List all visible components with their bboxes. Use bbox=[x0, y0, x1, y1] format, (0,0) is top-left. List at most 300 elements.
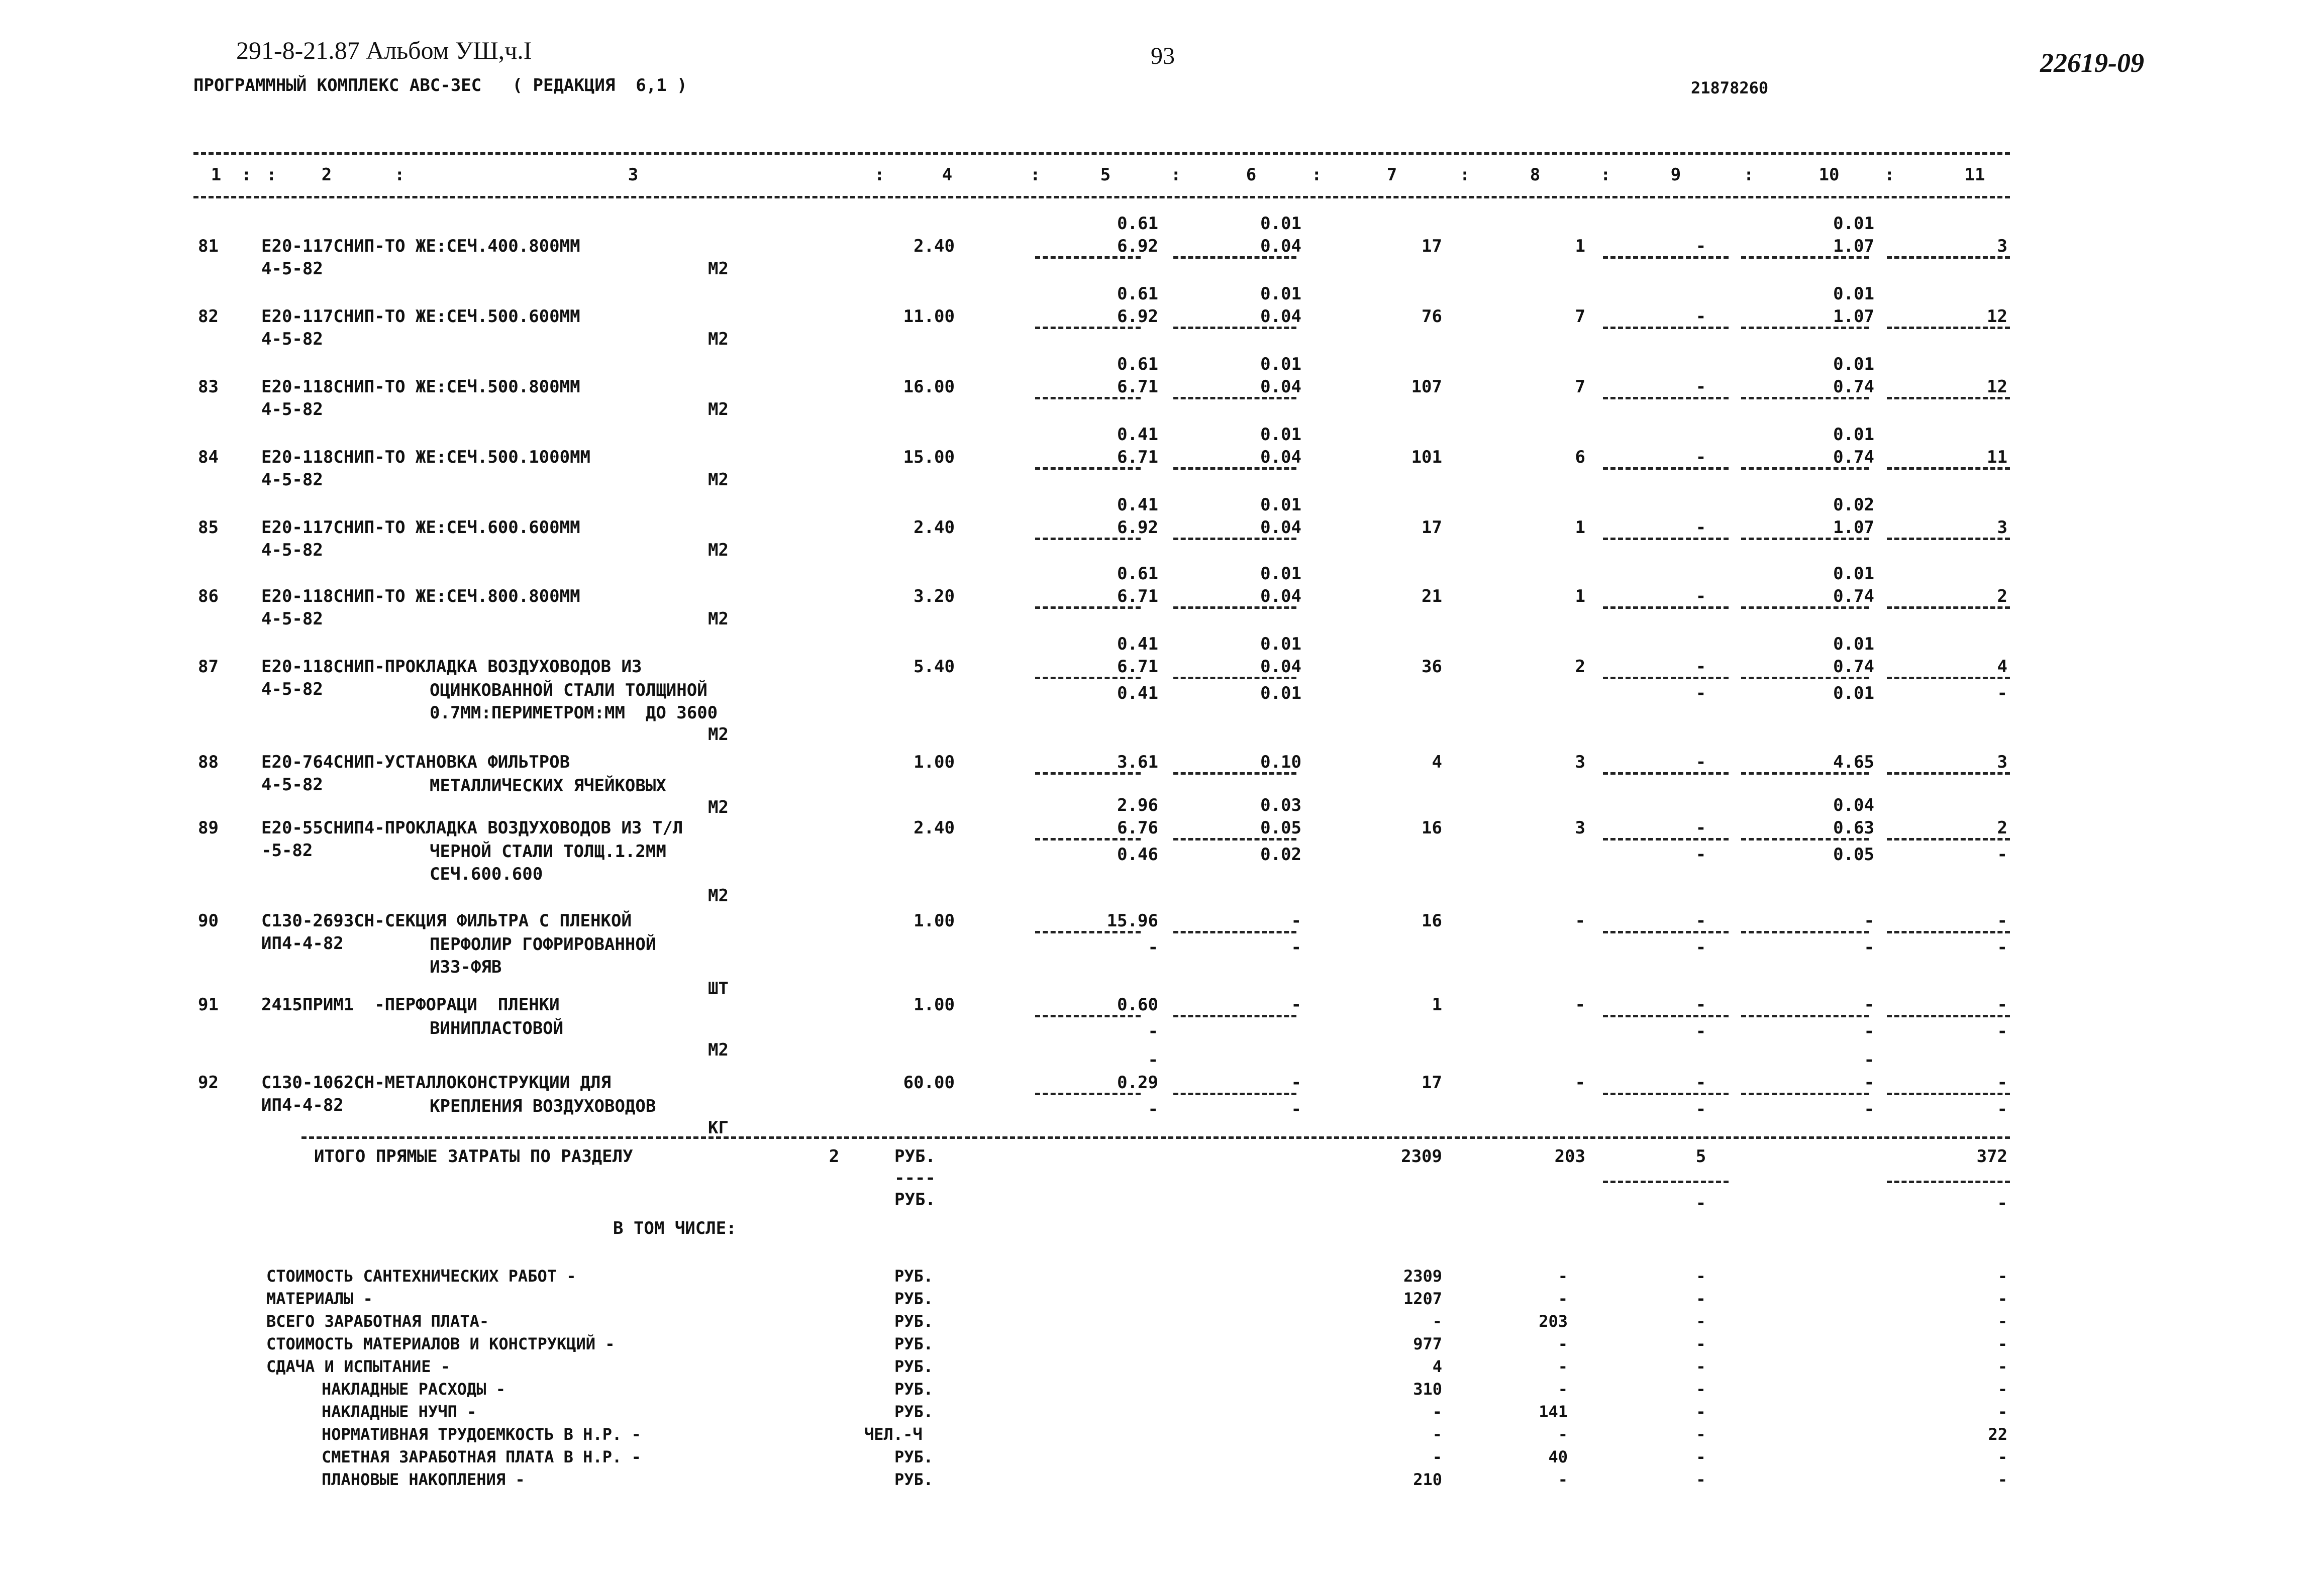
row-col8: 7 bbox=[1575, 377, 1585, 397]
row-col8: 2 bbox=[1575, 657, 1585, 677]
row-col9: - bbox=[1695, 818, 1706, 838]
row-col5: 6.71 bbox=[1117, 447, 1158, 467]
summary-unit: РУБ. bbox=[894, 1334, 934, 1353]
sub-rule bbox=[1741, 606, 1869, 609]
sub-rule bbox=[1741, 467, 1869, 470]
program-title: ПРОГРАММНЫЙ КОМПЛЕКС АВС-ЗЕС ( РЕДАКЦИЯ 6,1 ) bbox=[193, 75, 687, 95]
row-col8: - bbox=[1575, 995, 1585, 1015]
row-col10-sub: - bbox=[1864, 1021, 1874, 1041]
row-col6-sub: 0.02 bbox=[1260, 845, 1301, 865]
summary-label: НОРМАТИВНАЯ ТРУДОЕМКОСТЬ В Н.Р. - bbox=[322, 1425, 641, 1444]
sub-rule bbox=[1173, 838, 1296, 840]
summary-label: СТОИМОСТЬ МАТЕРИАЛОВ И КОНСТРУКЦИЙ - bbox=[266, 1334, 615, 1353]
row-col11: 3 bbox=[1997, 517, 2007, 538]
total-sub-rule bbox=[1603, 1181, 1729, 1183]
summary-col9: - bbox=[1696, 1447, 1706, 1466]
sub-rule bbox=[1173, 1015, 1296, 1017]
row-code: 4-5-82 bbox=[261, 470, 323, 490]
row-col9: - bbox=[1695, 377, 1706, 397]
sub-rule bbox=[1173, 397, 1296, 399]
sub-rule bbox=[1887, 606, 2010, 609]
row-col6-sub: - bbox=[1291, 937, 1301, 958]
column-number-9: 9 bbox=[1670, 165, 1681, 185]
row-col11-sub: - bbox=[1997, 683, 2007, 703]
row-col5: 6.71 bbox=[1117, 586, 1158, 606]
summary-col8: - bbox=[1558, 1267, 1568, 1286]
row-col8: 7 bbox=[1575, 306, 1585, 327]
summary-col9: - bbox=[1696, 1312, 1706, 1331]
summary-label: ВСЕГО ЗАРАБОТНАЯ ПЛАТА- bbox=[266, 1312, 489, 1331]
sub-rule bbox=[1603, 1093, 1729, 1095]
total-col8: 203 bbox=[1554, 1146, 1585, 1167]
sub-rule bbox=[1887, 838, 2010, 840]
row-col5-upper: 0.61 bbox=[1117, 564, 1158, 584]
summary-label: ПЛАНОВЫЕ НАКОПЛЕНИЯ - bbox=[322, 1470, 525, 1489]
sub-rule bbox=[1741, 772, 1869, 775]
row-code: 4-5-82 bbox=[261, 609, 323, 629]
row-col8: 1 bbox=[1575, 517, 1585, 538]
row-col10-upper: - bbox=[1864, 1050, 1874, 1070]
column-number-4: 4 bbox=[942, 165, 953, 185]
row-unit: ШТ bbox=[708, 979, 729, 999]
row-unit: М2 bbox=[708, 609, 729, 629]
summary-col11: - bbox=[1997, 1289, 2007, 1308]
sub-rule bbox=[1035, 327, 1141, 329]
row-col7: 17 bbox=[1422, 1073, 1442, 1093]
sub-rule bbox=[1173, 606, 1296, 609]
row-name: Е20-117СНИП-ТО ЖЕ:СЕЧ.600.600ММ bbox=[261, 517, 580, 538]
row-number: 91 bbox=[198, 995, 219, 1015]
summary-label: НАКЛАДНЫЕ РАСХОДЫ - bbox=[322, 1380, 506, 1399]
row-code: ИП4-4-82 bbox=[261, 933, 344, 954]
row-number: 84 bbox=[198, 447, 219, 467]
summary-unit: РУБ. bbox=[894, 1312, 934, 1331]
summary-col8: - bbox=[1558, 1334, 1568, 1353]
row-col8: - bbox=[1575, 1073, 1585, 1093]
sub-rule bbox=[1035, 931, 1141, 933]
row-description: МЕТАЛЛИЧЕСКИХ ЯЧЕЙКОВЫХ bbox=[430, 776, 666, 796]
row-col9: - bbox=[1695, 1073, 1706, 1093]
row-col5-upper: 0.61 bbox=[1117, 284, 1158, 304]
summary-col7: 4 bbox=[1432, 1357, 1442, 1376]
row-col10-sub: - bbox=[1864, 1099, 1874, 1119]
row-col7: 21 bbox=[1422, 586, 1442, 606]
row-col10-upper: 0.01 bbox=[1833, 284, 1874, 304]
row-col6: 0.04 bbox=[1260, 657, 1301, 677]
sub-rule bbox=[1603, 327, 1729, 329]
row-col9-sub: - bbox=[1695, 937, 1706, 958]
row-col10: 0.74 bbox=[1833, 377, 1874, 397]
row-col10: 1.07 bbox=[1833, 236, 1874, 256]
row-number: 89 bbox=[198, 818, 219, 838]
row-col6: - bbox=[1291, 995, 1301, 1015]
column-number-10: 10 bbox=[1818, 165, 1840, 185]
sub-rule bbox=[1741, 1015, 1869, 1017]
row-col8: 3 bbox=[1575, 818, 1585, 838]
row-col11-sub: - bbox=[1997, 1099, 2007, 1119]
row-unit: М2 bbox=[708, 329, 729, 349]
row-col7: 101 bbox=[1411, 447, 1442, 467]
total-unit-2: РУБ. bbox=[894, 1190, 936, 1210]
sub-rule bbox=[1173, 467, 1296, 470]
summary-unit: РУБ. bbox=[894, 1380, 934, 1399]
row-col5: 15.96 bbox=[1106, 911, 1158, 931]
row-quantity: 1.00 bbox=[914, 911, 955, 931]
summary-col9: - bbox=[1696, 1425, 1706, 1444]
summary-col8: - bbox=[1558, 1380, 1568, 1399]
total-col11: 372 bbox=[1976, 1146, 2007, 1167]
row-quantity: 5.40 bbox=[914, 657, 955, 677]
row-code: 4-5-82 bbox=[261, 259, 323, 279]
column-separator: : bbox=[1600, 165, 1611, 185]
row-quantity: 2.40 bbox=[914, 517, 955, 538]
sub-rule bbox=[1603, 256, 1729, 259]
row-col6-upper: 0.01 bbox=[1260, 495, 1301, 515]
page-number: 93 bbox=[1151, 43, 1175, 69]
row-col9-sub: - bbox=[1695, 845, 1706, 865]
column-separator: : bbox=[1311, 165, 1322, 185]
sub-rule bbox=[1741, 397, 1869, 399]
summary-col9: - bbox=[1696, 1334, 1706, 1353]
row-unit: КГ bbox=[708, 1118, 729, 1138]
row-col11: - bbox=[1997, 995, 2007, 1015]
summary-col9: - bbox=[1696, 1470, 1706, 1489]
row-number: 86 bbox=[198, 586, 219, 606]
row-number: 83 bbox=[198, 377, 219, 397]
sub-rule bbox=[1887, 1015, 2010, 1017]
row-col10-upper: 0.04 bbox=[1833, 795, 1874, 815]
row-col6-sub: - bbox=[1291, 1099, 1301, 1119]
row-col5-upper: 0.41 bbox=[1117, 495, 1158, 515]
sub-rule bbox=[1603, 838, 1729, 840]
summary-col7: - bbox=[1432, 1447, 1442, 1466]
row-col5-upper: 0.41 bbox=[1117, 425, 1158, 445]
table-top-rule bbox=[193, 152, 2010, 155]
row-col5-sub: - bbox=[1148, 1099, 1158, 1119]
row-code: 4-5-82 bbox=[261, 679, 323, 699]
row-col10-upper: 0.01 bbox=[1833, 634, 1874, 654]
sub-rule bbox=[1603, 931, 1729, 933]
row-col10-upper: 0.01 bbox=[1833, 564, 1874, 584]
row-name: Е20-764СНИП-УСТАНОВКА ФИЛЬТРОВ bbox=[261, 752, 570, 772]
row-col11: - bbox=[1997, 1073, 2007, 1093]
row-col9: - bbox=[1695, 657, 1706, 677]
summary-label: СМЕТНАЯ ЗАРАБОТНАЯ ПЛАТА В Н.Р. - bbox=[322, 1447, 641, 1466]
row-col7: 16 bbox=[1422, 818, 1442, 838]
sub-rule bbox=[1741, 256, 1869, 259]
row-col7: 17 bbox=[1422, 236, 1442, 256]
sub-rule bbox=[1173, 677, 1296, 679]
row-col8: 3 bbox=[1575, 752, 1585, 772]
row-col11: 12 bbox=[1987, 377, 2007, 397]
row-col6-upper: 0.01 bbox=[1260, 354, 1301, 374]
sub-rule bbox=[1035, 538, 1141, 540]
sub-rule bbox=[1035, 397, 1141, 399]
row-col10: 1.07 bbox=[1833, 306, 1874, 327]
row-col5: 6.92 bbox=[1117, 306, 1158, 327]
row-code: 4-5-82 bbox=[261, 540, 323, 560]
row-description: ОЦИНКОВАННОЙ СТАЛИ ТОЛЩИНОЙ 0.7ММ:ПЕРИМЕТРОМ:ММ ДО 3600 bbox=[430, 680, 718, 723]
row-col10: - bbox=[1864, 911, 1874, 931]
total-section: 2 bbox=[829, 1146, 840, 1167]
summary-unit: РУБ. bbox=[894, 1470, 934, 1489]
sub-rule bbox=[1887, 467, 2010, 470]
total-unit-dash: ---- bbox=[894, 1168, 936, 1188]
row-col11: 12 bbox=[1987, 306, 2007, 327]
row-col6: 0.04 bbox=[1260, 377, 1301, 397]
table-header-rule bbox=[193, 196, 2010, 198]
sub-rule bbox=[1035, 606, 1141, 609]
row-quantity: 2.40 bbox=[914, 236, 955, 256]
row-col6: 0.04 bbox=[1260, 586, 1301, 606]
summary-col11: - bbox=[1997, 1312, 2007, 1331]
total-sub-rule bbox=[1887, 1181, 2010, 1183]
row-col11-sub: - bbox=[1997, 845, 2007, 865]
summary-col7: - bbox=[1432, 1425, 1442, 1444]
summary-label: СТОИМОСТЬ САНТЕХНИЧЕСКИХ РАБОТ - bbox=[266, 1267, 576, 1286]
row-unit: М2 bbox=[708, 540, 729, 560]
row-col5-upper: 0.61 bbox=[1117, 214, 1158, 234]
row-col10-upper: 0.02 bbox=[1833, 495, 1874, 515]
summary-col9: - bbox=[1696, 1357, 1706, 1376]
column-separator: : bbox=[241, 165, 252, 185]
row-col6-upper: 0.01 bbox=[1260, 564, 1301, 584]
sub-rule bbox=[1741, 538, 1869, 540]
column-separator: : bbox=[1171, 165, 1181, 185]
row-name: С130-2693СН-СЕКЦИЯ ФИЛЬТРА С ПЛЕНКОЙ bbox=[261, 911, 632, 931]
sub-rule bbox=[1173, 256, 1296, 259]
row-code: 4-5-82 bbox=[261, 329, 323, 349]
row-col6: 0.04 bbox=[1260, 517, 1301, 538]
row-col5: 3.61 bbox=[1117, 752, 1158, 772]
summary-col11: - bbox=[1997, 1267, 2007, 1286]
sub-rule bbox=[1035, 838, 1141, 840]
summary-col11: - bbox=[1997, 1334, 2007, 1353]
row-col5: 0.29 bbox=[1117, 1073, 1158, 1093]
row-col9: - bbox=[1695, 995, 1706, 1015]
row-number: 90 bbox=[198, 911, 219, 931]
row-name: Е20-118СНИП-ПРОКЛАДКА ВОЗДУХОВОДОВ ИЗ bbox=[261, 657, 642, 677]
column-separator: : bbox=[1884, 165, 1895, 185]
row-unit: М2 bbox=[708, 399, 729, 419]
sub-rule bbox=[1603, 397, 1729, 399]
row-col7: 36 bbox=[1422, 657, 1442, 677]
document-code: 21878260 bbox=[1691, 78, 1769, 97]
row-code: 4-5-82 bbox=[261, 399, 323, 419]
column-separator: : bbox=[1460, 165, 1470, 185]
row-col5-sub: - bbox=[1148, 937, 1158, 958]
summary-unit: РУБ. bbox=[894, 1402, 934, 1421]
column-number-1: 1 bbox=[211, 165, 222, 185]
row-col9: - bbox=[1695, 236, 1706, 256]
summary-col7: - bbox=[1432, 1402, 1442, 1421]
row-col11: - bbox=[1997, 911, 2007, 931]
summary-unit: ЧЕЛ.-Ч bbox=[864, 1425, 923, 1444]
column-number-3: 3 bbox=[628, 165, 639, 185]
row-quantity: 3.20 bbox=[914, 586, 955, 606]
row-number: 87 bbox=[198, 657, 219, 677]
row-description: ЧЕРНОЙ СТАЛИ ТОЛЩ.1.2ММ СЕЧ.600.600 bbox=[430, 842, 666, 884]
row-col7: 16 bbox=[1422, 911, 1442, 931]
row-col8: 1 bbox=[1575, 236, 1585, 256]
sub-rule bbox=[1173, 327, 1296, 329]
summary-col11: 22 bbox=[1988, 1425, 2007, 1444]
row-col6-upper: 0.01 bbox=[1260, 425, 1301, 445]
row-col8: 6 bbox=[1575, 447, 1585, 467]
row-col6: 0.04 bbox=[1260, 306, 1301, 327]
sub-rule bbox=[1741, 327, 1869, 329]
total-col11-sub: - bbox=[1997, 1193, 2007, 1213]
column-number-11: 11 bbox=[1964, 165, 1985, 185]
row-col5-upper: 2.96 bbox=[1117, 795, 1158, 815]
summary-col7: 2309 bbox=[1403, 1267, 1442, 1286]
row-description: КРЕПЛЕНИЯ ВОЗДУХОВОДОВ bbox=[430, 1096, 656, 1116]
column-separator: : bbox=[874, 165, 885, 185]
row-col6: 0.05 bbox=[1260, 818, 1301, 838]
row-col10-sub: - bbox=[1864, 937, 1874, 958]
sub-rule bbox=[1603, 677, 1729, 679]
row-code: -5-82 bbox=[261, 840, 313, 861]
sub-rule bbox=[1741, 931, 1869, 933]
row-col10: - bbox=[1864, 995, 1874, 1015]
summary-col11: - bbox=[1997, 1402, 2007, 1421]
row-col9-sub: - bbox=[1695, 1021, 1706, 1041]
sub-rule bbox=[1887, 538, 2010, 540]
total-label: ИТОГО ПРЯМЫЕ ЗАТРАТЫ ПО РАЗДЕЛУ bbox=[314, 1146, 633, 1167]
summary-col9: - bbox=[1696, 1402, 1706, 1421]
row-col9: - bbox=[1695, 306, 1706, 327]
row-col8: 1 bbox=[1575, 586, 1585, 606]
sub-rule bbox=[1603, 772, 1729, 775]
row-col11-sub: - bbox=[1997, 1021, 2007, 1041]
row-col9-sub: - bbox=[1695, 1099, 1706, 1119]
sub-rule bbox=[1173, 772, 1296, 775]
row-col11: 3 bbox=[1997, 752, 2007, 772]
sub-rule bbox=[1603, 467, 1729, 470]
row-col11: 3 bbox=[1997, 236, 2007, 256]
total-top-rule bbox=[301, 1136, 2010, 1139]
sub-rule bbox=[1741, 677, 1869, 679]
row-col5-upper: 0.61 bbox=[1117, 354, 1158, 374]
summary-col7: 1207 bbox=[1403, 1289, 1442, 1308]
summary-col8: - bbox=[1558, 1357, 1568, 1376]
row-name: Е20-118СНИП-ТО ЖЕ:СЕЧ.500.800ММ bbox=[261, 377, 580, 397]
summary-unit: РУБ. bbox=[894, 1289, 934, 1308]
row-col11: 2 bbox=[1997, 586, 2007, 606]
row-col11: 4 bbox=[1997, 657, 2007, 677]
row-col5-upper: - bbox=[1148, 1050, 1158, 1070]
column-separator: : bbox=[1030, 165, 1041, 185]
summary-col7: 310 bbox=[1413, 1380, 1442, 1399]
row-unit: М2 bbox=[708, 724, 729, 745]
summary-col8: 141 bbox=[1539, 1402, 1568, 1421]
row-col6-upper: 0.01 bbox=[1260, 284, 1301, 304]
column-number-6: 6 bbox=[1246, 165, 1257, 185]
row-col6: - bbox=[1291, 911, 1301, 931]
column-separator: : bbox=[1744, 165, 1754, 185]
row-quantity: 2.40 bbox=[914, 818, 955, 838]
row-name: Е20-117СНИП-ТО ЖЕ:СЕЧ.500.600ММ bbox=[261, 306, 580, 327]
row-col5-upper: 0.41 bbox=[1117, 634, 1158, 654]
summary-label: НАКЛАДНЫЕ НУЧП - bbox=[322, 1402, 477, 1421]
in-that-number-heading: В ТОМ ЧИСЛЕ: bbox=[613, 1218, 737, 1238]
row-col9: - bbox=[1695, 911, 1706, 931]
column-number-5: 5 bbox=[1100, 165, 1111, 185]
row-number: 85 bbox=[198, 517, 219, 538]
column-separator: : bbox=[394, 165, 405, 185]
total-unit: РУБ. bbox=[894, 1146, 936, 1167]
row-col10: - bbox=[1864, 1073, 1874, 1093]
summary-col9: - bbox=[1696, 1267, 1706, 1286]
row-col5: 6.71 bbox=[1117, 657, 1158, 677]
summary-label: СДАЧА И ИСПЫТАНИЕ - bbox=[266, 1357, 451, 1376]
row-col11: 11 bbox=[1987, 447, 2007, 467]
summary-unit: РУБ. bbox=[894, 1447, 934, 1466]
row-col10-upper: 0.01 bbox=[1833, 425, 1874, 445]
sub-rule bbox=[1603, 606, 1729, 609]
total-col7: 2309 bbox=[1401, 1146, 1442, 1167]
row-col8: - bbox=[1575, 911, 1585, 931]
row-col7: 17 bbox=[1422, 517, 1442, 538]
row-col10: 0.63 bbox=[1833, 818, 1874, 838]
row-number: 82 bbox=[198, 306, 219, 327]
row-col10: 0.74 bbox=[1833, 586, 1874, 606]
sub-rule bbox=[1035, 772, 1141, 775]
row-col9: - bbox=[1695, 752, 1706, 772]
summary-col11: - bbox=[1997, 1470, 2007, 1489]
summary-col8: 203 bbox=[1539, 1312, 1568, 1331]
summary-unit: РУБ. bbox=[894, 1267, 934, 1286]
row-col6-upper: 0.03 bbox=[1260, 795, 1301, 815]
registration-stamp: 22619-09 bbox=[2040, 48, 2144, 78]
row-col10: 0.74 bbox=[1833, 657, 1874, 677]
sub-rule bbox=[1603, 538, 1729, 540]
row-col5: 6.71 bbox=[1117, 377, 1158, 397]
row-quantity: 1.00 bbox=[914, 752, 955, 772]
sub-rule bbox=[1035, 256, 1141, 259]
row-col5: 6.92 bbox=[1117, 517, 1158, 538]
total-col9: 5 bbox=[1695, 1146, 1706, 1167]
sub-rule bbox=[1173, 538, 1296, 540]
summary-col8: - bbox=[1558, 1470, 1568, 1489]
row-unit: М2 bbox=[708, 470, 729, 490]
row-name: Е20-117СНИП-ТО ЖЕ:СЕЧ.400.800ММ bbox=[261, 236, 580, 256]
row-col11-sub: - bbox=[1997, 937, 2007, 958]
summary-col11: - bbox=[1997, 1447, 2007, 1466]
row-name: С130-1062СН-МЕТАЛЛОКОНСТРУКЦИИ ДЛЯ bbox=[261, 1073, 611, 1093]
summary-unit: РУБ. bbox=[894, 1357, 934, 1376]
row-number: 81 bbox=[198, 236, 219, 256]
sub-rule bbox=[1173, 1093, 1296, 1095]
row-code: 4-5-82 bbox=[261, 775, 323, 795]
row-col7: 1 bbox=[1432, 995, 1442, 1015]
sub-rule bbox=[1035, 467, 1141, 470]
row-col5: 0.60 bbox=[1117, 995, 1158, 1015]
row-name: Е20-118СНИП-ТО ЖЕ:СЕЧ.500.1000ММ bbox=[261, 447, 591, 467]
row-col9-sub: - bbox=[1695, 683, 1706, 703]
sub-rule bbox=[1887, 327, 2010, 329]
sub-rule bbox=[1035, 1093, 1141, 1095]
row-description: ПЕРФОЛИР ГОФРИРОВАННОЙ ИЗЗ-ФЯВ bbox=[430, 934, 656, 977]
summary-col7: - bbox=[1432, 1312, 1442, 1331]
row-unit: М2 bbox=[708, 259, 729, 279]
row-number: 88 bbox=[198, 752, 219, 772]
row-col6: 0.04 bbox=[1260, 447, 1301, 467]
row-col10-upper: 0.01 bbox=[1833, 214, 1874, 234]
row-name: Е20-55СНИП4-ПРОКЛАДКА ВОЗДУХОВОДОВ ИЗ Т/Л bbox=[261, 818, 683, 838]
summary-col7: 210 bbox=[1413, 1470, 1442, 1489]
row-col9: - bbox=[1695, 517, 1706, 538]
